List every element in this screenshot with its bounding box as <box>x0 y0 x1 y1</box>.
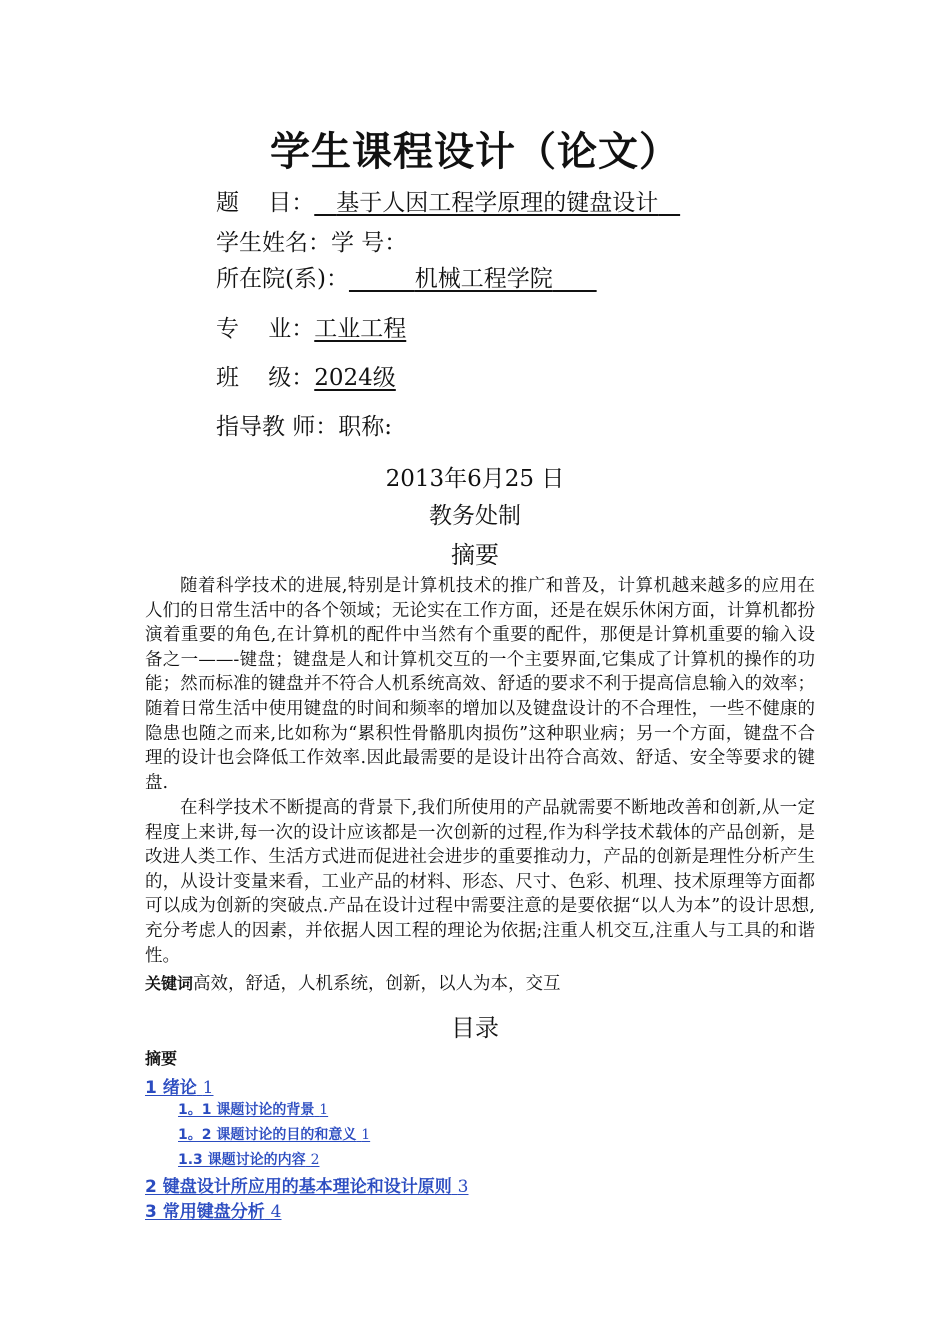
class-label: 班 级： <box>216 365 315 391</box>
toc-page: 3 <box>457 1177 469 1197</box>
toc-label: 1 绪论 <box>145 1078 197 1098</box>
toc-link-1-3[interactable] <box>178 1149 319 1169</box>
toc-label: 1。2 课题讨论的目的和意义 <box>178 1127 357 1143</box>
abstract-paragraph-1: 随着科学技术的进展,特别是计算机技术的推广和普及，计算机越来越多的应用在人们的日常生活中的各个领域；无论实在工作方面，还是在娱乐休闲方面，计算机都扮演着重要的角色,在计算机的配件中当然有个重要的配件，那便是计算机重要的输入设备之一——-键盘；键盘是人和计算机交互的一个主要界面,它集成了计算机的操作的功能；然而标准的键盘并不符合人机系统高效、舒适的要求不利于提高信息输入的效率；随着日常生活中使用键盘的时间和频率的增加以及键盘设计的不合理性，一些不健康的隐患也随之而来,比如称为“累积性骨骼肌肉损伤”这种职业病；另一个方面，键盘不合理的设计也会降低工作效率.因此最需要的是设计出符合高效、舒适、安全等要求的键盘. <box>145 576 815 793</box>
toc-label: 2 键盘设计所应用的基本理论和设计原则 <box>145 1177 452 1197</box>
major-field <box>216 310 406 343</box>
class-field <box>216 359 396 392</box>
abstract-paragraph-2: 在科学技术不断提高的背景下,我们所使用的产品就需要不断地改善和创新,从一定程度上来讲,每一次的设计应该都是一次创新的过程,作为科学技术载体的产品创新，是改进人类工作、生活方式进而促进社会进步的重要推动力，产品的创新是理性分析产生的，从设计变量来看，工业产品的材料、形态、尺寸、色彩、机理、技术原理等方面都可以成为创新的突破点.产品在设计过程中需要注意的是要依据“以人为本”的设计思想,充分考虑人的因素，并依据人因工程的理论为依据;注重人机交互,注重人与工具的和谐性。 <box>145 798 815 966</box>
toc-page: 1 <box>202 1078 214 1098</box>
toc-page: 1 <box>319 1102 329 1118</box>
document-title: 学生课程设计（论文） <box>270 129 680 175</box>
student-field <box>216 224 407 257</box>
toc-label: 3 常用键盘分析 <box>145 1202 265 1222</box>
major-label: 专 业： <box>216 316 315 342</box>
date: 2013年6月25 日 <box>385 466 565 492</box>
toc-label: 1.3 课题讨论的内容 <box>178 1152 306 1168</box>
student-label: 学生姓名：学 号： <box>216 230 408 256</box>
topic-field <box>216 184 680 217</box>
keywords <box>145 970 561 995</box>
class-value: 2024级 <box>314 365 396 391</box>
department-label: 所在院(系)： <box>216 266 349 292</box>
advisor-label: 指导教 师：职称: <box>216 414 393 440</box>
toc-link-3[interactable] <box>145 1197 282 1222</box>
toc-link-1-1[interactable] <box>178 1099 328 1119</box>
topic-value: 基于人因工程学原理的键盘设计 <box>336 190 659 216</box>
toc-link-1-2[interactable] <box>178 1124 370 1144</box>
toc-heading: 目录 <box>451 1014 499 1042</box>
toc-label: 1。1 课题讨论的背景 <box>178 1102 315 1118</box>
toc-link-2[interactable] <box>145 1172 469 1197</box>
toc-page: 4 <box>270 1202 282 1222</box>
toc-page: 2 <box>310 1152 320 1168</box>
office: 教务处制 <box>429 503 521 529</box>
abstract-heading: 摘要 <box>451 541 499 569</box>
advisor-field <box>216 408 392 441</box>
keywords-label: 关键词 <box>145 974 194 993</box>
toc-link-1[interactable] <box>145 1073 214 1098</box>
major-value: 工业工程 <box>314 316 407 342</box>
department-field <box>216 260 597 293</box>
keywords-value: 高效，舒适，人机系统，创新，以人为本，交互 <box>193 974 561 994</box>
toc-abstract-entry: 摘要 <box>145 1049 178 1068</box>
toc-page: 1 <box>361 1127 371 1143</box>
department-value: 机械工程学院 <box>414 266 553 292</box>
topic-label: 题 目： <box>216 190 315 216</box>
